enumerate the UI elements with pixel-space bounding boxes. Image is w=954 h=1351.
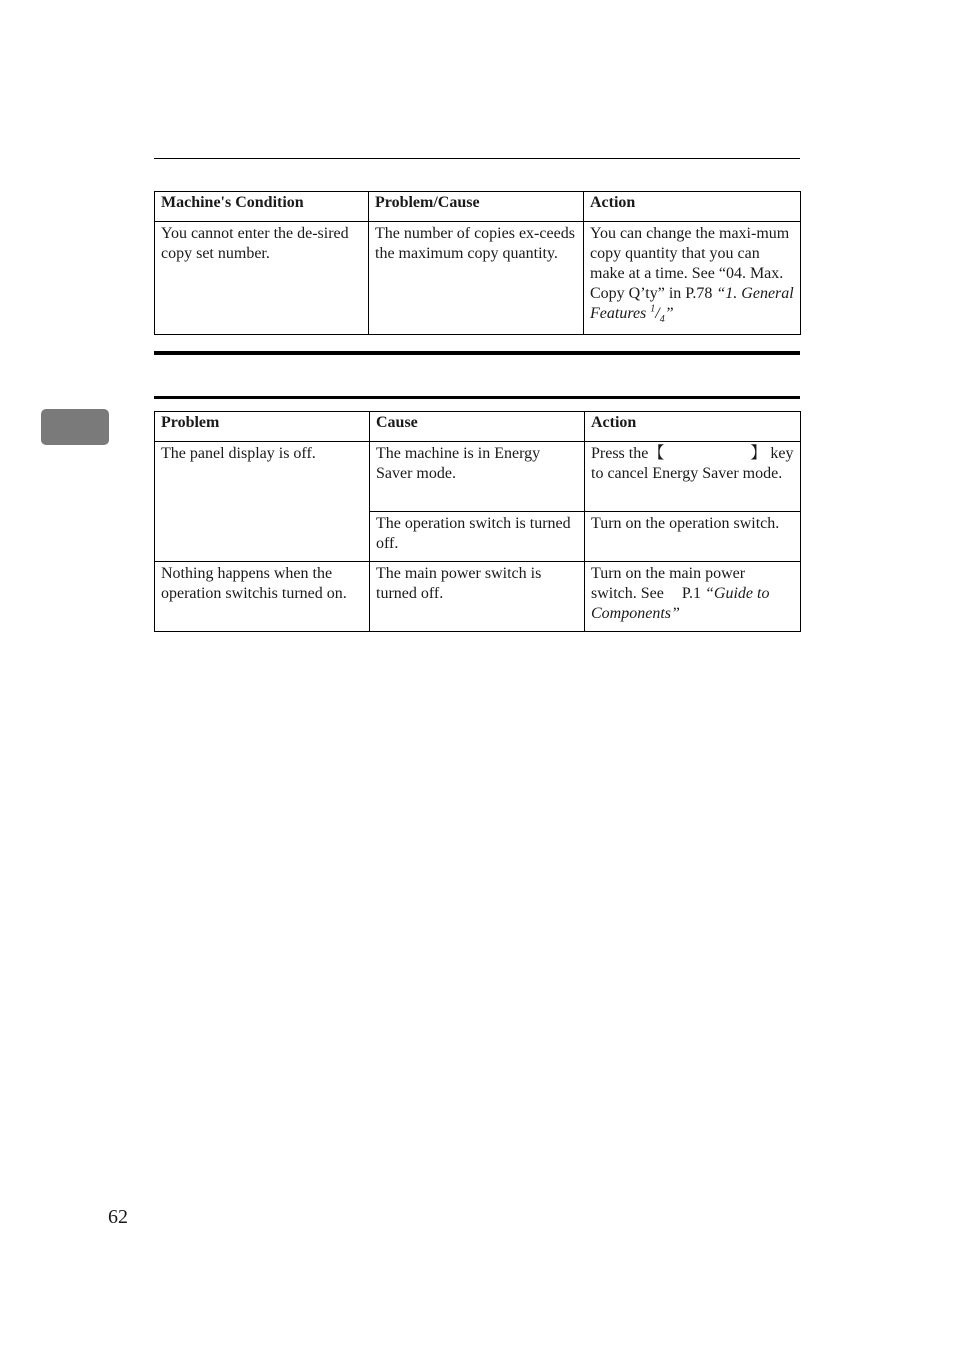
action-cell: Turn on the main power switch. See P.1 “Guide to Components”: [585, 562, 801, 632]
column-header: Problem/Cause: [369, 192, 584, 222]
troubleshooting-table-copy-quantity: [154, 191, 801, 335]
problem-cell: Nothing happens when the operation switchis turned on.: [155, 562, 370, 632]
table-header-row: [155, 192, 801, 222]
column-header: Action: [585, 412, 801, 442]
action-cell: Turn on the operation switch.: [585, 512, 801, 562]
action-text: You can change the maxi-mum copy quantity that you can make at a time. See “04. Max. Copy Q’ty” in P.78: [590, 225, 790, 302]
table-row: [155, 222, 801, 335]
header-rule: [154, 158, 800, 159]
table-row: [155, 442, 801, 512]
table-header-row: [155, 412, 801, 442]
subsection-rule: [154, 396, 800, 399]
troubleshooting-table-panel-display: [154, 411, 801, 632]
manual-reference: “1. General Features $^1/_4$”: [590, 285, 794, 326]
page-number: 62: [108, 1206, 128, 1228]
action-cell: Press the【 】 key to cancel Energy Saver mode.: [585, 442, 801, 512]
problem-cell: The panel display is off.: [155, 442, 370, 562]
condition-cell: You cannot enter the de-sired copy set number.: [155, 222, 369, 335]
column-header: Problem: [155, 412, 370, 442]
cause-cell: The number of copies ex-ceeds the maximum copy quantity.: [369, 222, 584, 335]
section-heading-rule: [154, 351, 800, 355]
column-header: Cause: [370, 412, 585, 442]
key-bracket-open: 【: [648, 445, 665, 462]
cause-cell: The main power switch is turned off.: [370, 562, 585, 632]
action-cell: [584, 222, 801, 335]
key-bracket-close: 】: [750, 445, 767, 462]
table-row: [155, 562, 801, 632]
column-header: Machine's Condition: [155, 192, 369, 222]
cause-cell: The operation switch is turned off.: [370, 512, 585, 562]
cause-cell: The machine is in Energy Saver mode.: [370, 442, 585, 512]
chapter-tab: [41, 409, 109, 445]
column-header: Action: [584, 192, 801, 222]
manual-reference: “Guide to Components”: [591, 585, 770, 622]
